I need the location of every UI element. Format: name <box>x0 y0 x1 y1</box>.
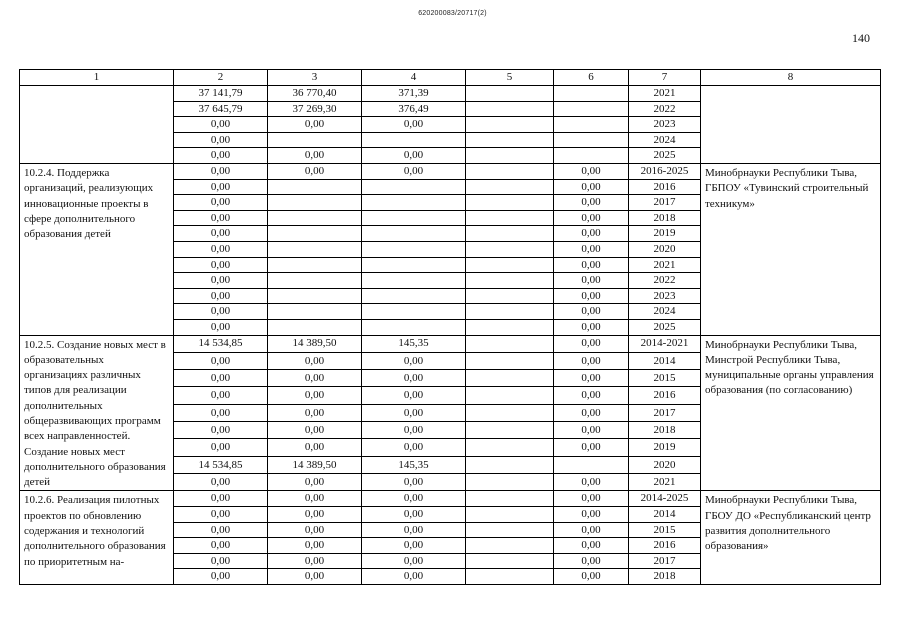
cell-c3 <box>268 304 362 320</box>
cell-c2: 0,00 <box>174 163 268 179</box>
cell-c2: 0,00 <box>174 132 268 148</box>
responsible-executors <box>701 86 881 164</box>
cell-c5 <box>466 538 554 554</box>
cell-c2: 0,00 <box>174 179 268 195</box>
cell-c6: 0,00 <box>554 507 629 523</box>
responsible-executors: Минобрнауки Республики Тыва, ГБОУ ДО «Республиканский центр развития дополнительного образования» <box>701 491 881 585</box>
cell-c3: 0,00 <box>268 387 362 404</box>
cell-c6: 0,00 <box>554 491 629 507</box>
cell-c4: 0,00 <box>362 370 466 387</box>
measure-description: 10.2.6. Реализация пилотных проектов по обновлению содержания и технологий дополнительного образования по приоритетным на- <box>20 491 174 585</box>
cell-c6: 0,00 <box>554 163 629 179</box>
cell-c5 <box>466 335 554 352</box>
cell-year: 2021 <box>629 86 701 102</box>
measure-description <box>20 86 174 164</box>
cell-c3: 0,00 <box>268 163 362 179</box>
cell-c3: 14 389,50 <box>268 335 362 352</box>
cell-year: 2024 <box>629 304 701 320</box>
measure-description: 10.2.5. Создание новых мест в образовательных организациях различных типов для реализации дополнительных общеразвивающих программ всех направленностей. Создание новых мест дополнительного образования детей <box>20 335 174 491</box>
cell-c3: 14 389,50 <box>268 456 362 473</box>
cell-year: 2016 <box>629 387 701 404</box>
cell-c4 <box>362 226 466 242</box>
column-header: 5 <box>466 70 554 86</box>
cell-c6 <box>554 101 629 117</box>
cell-year: 2017 <box>629 195 701 211</box>
cell-year: 2022 <box>629 101 701 117</box>
cell-year: 2017 <box>629 404 701 421</box>
cell-c4: 145,35 <box>362 456 466 473</box>
cell-c4: 0,00 <box>362 553 466 569</box>
cell-c4: 0,00 <box>362 422 466 439</box>
cell-c6: 0,00 <box>554 387 629 404</box>
cell-year: 2015 <box>629 370 701 387</box>
cell-c4: 376,49 <box>362 101 466 117</box>
page-number: 140 <box>852 31 870 45</box>
cell-c6: 0,00 <box>554 226 629 242</box>
responsible-executors: Минобрнауки Республики Тыва, ГБПОУ «Тувинский строительный техникум» <box>701 163 881 335</box>
cell-c3: 0,00 <box>268 553 362 569</box>
table-row <box>20 86 881 102</box>
cell-c2: 0,00 <box>174 257 268 273</box>
cell-c5 <box>466 117 554 133</box>
cell-c6 <box>554 117 629 133</box>
cell-c2: 0,00 <box>174 370 268 387</box>
measure-description: 10.2.4. Поддержка организаций, реализующих инновационные проекты в сфере дополнительного образования детей <box>20 163 174 335</box>
cell-year: 2014 <box>629 507 701 523</box>
cell-c3: 0,00 <box>268 474 362 491</box>
cell-c2: 0,00 <box>174 288 268 304</box>
cell-c3: 0,00 <box>268 538 362 554</box>
cell-c6: 0,00 <box>554 422 629 439</box>
cell-c3: 0,00 <box>268 117 362 133</box>
cell-c6 <box>554 456 629 473</box>
cell-c2: 0,00 <box>174 273 268 289</box>
column-header: 3 <box>268 70 362 86</box>
cell-c3: 0,00 <box>268 522 362 538</box>
document-id: 620200083/20717(2) <box>418 10 487 17</box>
table-body <box>20 70 881 585</box>
cell-c3 <box>268 226 362 242</box>
cell-c3: 37 269,30 <box>268 101 362 117</box>
cell-year: 2024 <box>629 132 701 148</box>
responsible-executors: Минобрнауки Республики Тыва, Минстрой Республики Тыва, муниципальные органы управления образования (по согласованию) <box>701 335 881 491</box>
cell-c4 <box>362 288 466 304</box>
cell-c5 <box>466 404 554 421</box>
cell-c4 <box>362 132 466 148</box>
cell-year: 2014-2025 <box>629 491 701 507</box>
cell-year: 2015 <box>629 522 701 538</box>
cell-c6: 0,00 <box>554 522 629 538</box>
cell-year: 2021 <box>629 257 701 273</box>
cell-year: 2018 <box>629 210 701 226</box>
cell-year: 2025 <box>629 319 701 335</box>
cell-c5 <box>466 86 554 102</box>
column-header: 4 <box>362 70 466 86</box>
cell-c2: 0,00 <box>174 553 268 569</box>
cell-year: 2019 <box>629 439 701 456</box>
cell-year: 2016-2025 <box>629 163 701 179</box>
cell-year: 2018 <box>629 569 701 585</box>
cell-c6: 0,00 <box>554 370 629 387</box>
cell-year: 2017 <box>629 553 701 569</box>
table-row <box>20 335 881 352</box>
cell-c5 <box>466 304 554 320</box>
cell-c5 <box>466 257 554 273</box>
cell-c4 <box>362 319 466 335</box>
cell-c5 <box>466 456 554 473</box>
cell-c2: 0,00 <box>174 210 268 226</box>
cell-year: 2014 <box>629 352 701 369</box>
cell-c3: 0,00 <box>268 422 362 439</box>
cell-c5 <box>466 553 554 569</box>
cell-c4 <box>362 241 466 257</box>
cell-c5 <box>466 370 554 387</box>
cell-year: 2020 <box>629 241 701 257</box>
cell-c6: 0,00 <box>554 195 629 211</box>
cell-year: 2014-2021 <box>629 335 701 352</box>
cell-c3 <box>268 179 362 195</box>
cell-c3 <box>268 241 362 257</box>
cell-c4: 0,00 <box>362 439 466 456</box>
cell-year: 2021 <box>629 474 701 491</box>
cell-c6: 0,00 <box>554 304 629 320</box>
cell-c5 <box>466 179 554 195</box>
cell-c5 <box>466 474 554 491</box>
cell-year: 2023 <box>629 117 701 133</box>
cell-c6: 0,00 <box>554 210 629 226</box>
cell-year: 2022 <box>629 273 701 289</box>
cell-c6: 0,00 <box>554 273 629 289</box>
cell-c6: 0,00 <box>554 538 629 554</box>
cell-c3: 0,00 <box>268 507 362 523</box>
cell-c4 <box>362 195 466 211</box>
cell-c5 <box>466 491 554 507</box>
cell-year: 2023 <box>629 288 701 304</box>
cell-c5 <box>466 241 554 257</box>
cell-c5 <box>466 195 554 211</box>
cell-c6: 0,00 <box>554 257 629 273</box>
cell-c4: 0,00 <box>362 352 466 369</box>
cell-c6: 0,00 <box>554 569 629 585</box>
cell-c6: 0,00 <box>554 352 629 369</box>
table-row <box>20 491 881 507</box>
cell-c4: 0,00 <box>362 163 466 179</box>
cell-c3: 0,00 <box>268 439 362 456</box>
cell-c6: 0,00 <box>554 335 629 352</box>
cell-c3: 0,00 <box>268 491 362 507</box>
cell-c4: 0,00 <box>362 491 466 507</box>
cell-c6 <box>554 132 629 148</box>
cell-c5 <box>466 226 554 242</box>
cell-c4 <box>362 257 466 273</box>
cell-c2: 0,00 <box>174 226 268 242</box>
cell-c2: 0,00 <box>174 148 268 164</box>
cell-c4: 0,00 <box>362 148 466 164</box>
cell-c2: 0,00 <box>174 387 268 404</box>
cell-c2: 0,00 <box>174 117 268 133</box>
cell-c5 <box>466 163 554 179</box>
cell-c5 <box>466 387 554 404</box>
cell-c4: 0,00 <box>362 474 466 491</box>
cell-c3: 0,00 <box>268 404 362 421</box>
cell-c3 <box>268 319 362 335</box>
cell-c5 <box>466 522 554 538</box>
cell-c4: 0,00 <box>362 522 466 538</box>
cell-c2: 0,00 <box>174 439 268 456</box>
cell-c4: 0,00 <box>362 387 466 404</box>
cell-c6 <box>554 148 629 164</box>
column-header: 6 <box>554 70 629 86</box>
column-header: 1 <box>20 70 174 86</box>
column-header-row <box>20 70 881 86</box>
cell-c2: 37 645,79 <box>174 101 268 117</box>
cell-c2: 0,00 <box>174 522 268 538</box>
cell-c5 <box>466 422 554 439</box>
cell-c4: 145,35 <box>362 335 466 352</box>
cell-c4 <box>362 304 466 320</box>
cell-year: 2018 <box>629 422 701 439</box>
cell-c2: 0,00 <box>174 304 268 320</box>
cell-c5 <box>466 569 554 585</box>
cell-c3: 0,00 <box>268 569 362 585</box>
cell-c6: 0,00 <box>554 241 629 257</box>
cell-c2: 0,00 <box>174 404 268 421</box>
cell-c4: 0,00 <box>362 404 466 421</box>
cell-c2: 0,00 <box>174 241 268 257</box>
cell-c6: 0,00 <box>554 474 629 491</box>
cell-year: 2016 <box>629 538 701 554</box>
cell-c5 <box>466 439 554 456</box>
cell-c2: 14 534,85 <box>174 456 268 473</box>
cell-c2: 37 141,79 <box>174 86 268 102</box>
cell-c3 <box>268 195 362 211</box>
cell-c3 <box>268 257 362 273</box>
cell-c2: 14 534,85 <box>174 335 268 352</box>
cell-c5 <box>466 288 554 304</box>
column-header: 8 <box>701 70 881 86</box>
cell-c3: 0,00 <box>268 370 362 387</box>
cell-c4: 0,00 <box>362 569 466 585</box>
cell-c3 <box>268 288 362 304</box>
table-row <box>20 163 881 179</box>
cell-c2: 0,00 <box>174 352 268 369</box>
cell-c6: 0,00 <box>554 319 629 335</box>
cell-c2: 0,00 <box>174 319 268 335</box>
cell-c6: 0,00 <box>554 553 629 569</box>
cell-c5 <box>466 319 554 335</box>
cell-c4 <box>362 179 466 195</box>
program-table <box>19 69 881 585</box>
cell-year: 2016 <box>629 179 701 195</box>
cell-c3: 36 770,40 <box>268 86 362 102</box>
cell-c4 <box>362 273 466 289</box>
cell-c4: 0,00 <box>362 538 466 554</box>
cell-c4: 0,00 <box>362 507 466 523</box>
cell-c2: 0,00 <box>174 195 268 211</box>
cell-c5 <box>466 352 554 369</box>
cell-c5 <box>466 132 554 148</box>
cell-year: 2019 <box>629 226 701 242</box>
cell-c2: 0,00 <box>174 538 268 554</box>
cell-c6: 0,00 <box>554 179 629 195</box>
cell-c3 <box>268 132 362 148</box>
cell-c4: 0,00 <box>362 117 466 133</box>
cell-c2: 0,00 <box>174 507 268 523</box>
cell-c2: 0,00 <box>174 422 268 439</box>
cell-c5 <box>466 210 554 226</box>
column-header: 2 <box>174 70 268 86</box>
cell-c3: 0,00 <box>268 148 362 164</box>
cell-c6: 0,00 <box>554 439 629 456</box>
cell-c6: 0,00 <box>554 404 629 421</box>
cell-c6 <box>554 86 629 102</box>
cell-c3 <box>268 210 362 226</box>
column-header: 7 <box>629 70 701 86</box>
cell-c4 <box>362 210 466 226</box>
cell-c2: 0,00 <box>174 491 268 507</box>
cell-c2: 0,00 <box>174 569 268 585</box>
cell-c3 <box>268 273 362 289</box>
cell-c5 <box>466 148 554 164</box>
cell-year: 2025 <box>629 148 701 164</box>
cell-c5 <box>466 273 554 289</box>
cell-c4: 371,39 <box>362 86 466 102</box>
cell-c5 <box>466 507 554 523</box>
cell-c6: 0,00 <box>554 288 629 304</box>
cell-c3: 0,00 <box>268 352 362 369</box>
cell-year: 2020 <box>629 456 701 473</box>
cell-c2: 0,00 <box>174 474 268 491</box>
cell-c5 <box>466 101 554 117</box>
